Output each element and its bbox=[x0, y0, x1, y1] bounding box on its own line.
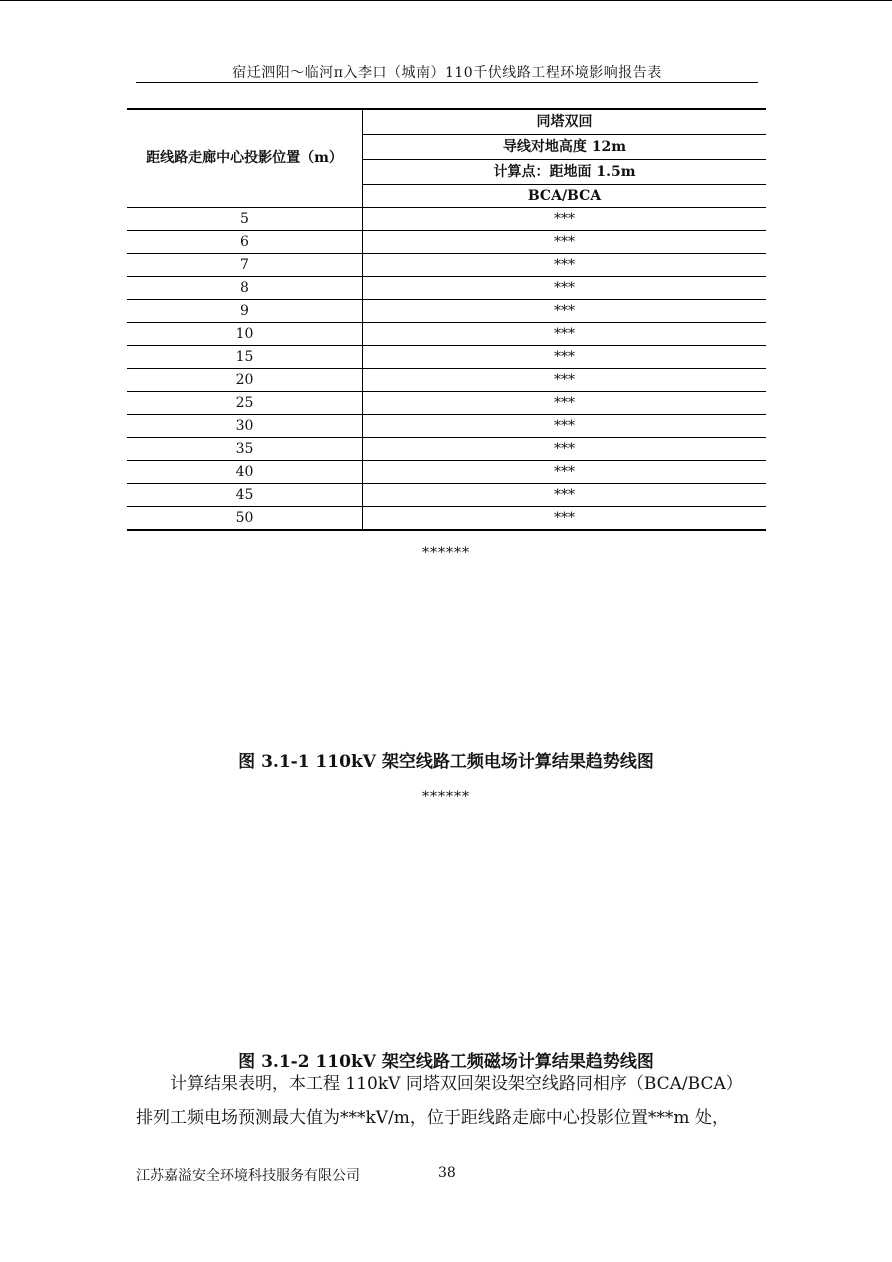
value-cell: *** bbox=[363, 392, 767, 415]
distance-cell: 6 bbox=[127, 231, 363, 254]
figure-placeholder-1: ****** bbox=[422, 545, 470, 561]
value-cell: *** bbox=[363, 461, 767, 484]
table-row bbox=[127, 300, 766, 323]
value-cell: *** bbox=[363, 231, 767, 254]
table-row bbox=[127, 208, 766, 231]
table-row bbox=[127, 277, 766, 300]
table-row bbox=[127, 254, 766, 277]
value-cell: *** bbox=[363, 484, 767, 507]
figure-placeholder-2: ****** bbox=[422, 789, 470, 805]
table-row bbox=[127, 461, 766, 484]
table-row bbox=[127, 507, 766, 531]
table-row bbox=[127, 392, 766, 415]
col-header-phase: BCA/BCA bbox=[363, 185, 767, 208]
value-cell: *** bbox=[363, 300, 767, 323]
value-cell: *** bbox=[363, 208, 767, 231]
row-header-label: 距线路走廊中心投影位置（m） bbox=[127, 109, 363, 208]
figure-caption-1: 图 3.1-1 110kV 架空线路工频电场计算结果趋势线图 bbox=[238, 752, 654, 772]
distance-cell: 35 bbox=[127, 438, 363, 461]
results-table bbox=[127, 108, 766, 531]
table-row bbox=[127, 438, 766, 461]
distance-cell: 20 bbox=[127, 369, 363, 392]
value-cell: *** bbox=[363, 346, 767, 369]
table-row bbox=[127, 369, 766, 392]
body-paragraph-line-2: 排列工频电场预测最大值为***kV/m，位于距线路走廊中心投影位置***m 处， bbox=[136, 1108, 729, 1128]
distance-cell: 50 bbox=[127, 507, 363, 531]
header-rule bbox=[136, 82, 758, 83]
value-cell: *** bbox=[363, 323, 767, 346]
value-cell: *** bbox=[363, 369, 767, 392]
value-cell: *** bbox=[363, 415, 767, 438]
distance-cell: 45 bbox=[127, 484, 363, 507]
table-row bbox=[127, 415, 766, 438]
distance-cell: 5 bbox=[127, 208, 363, 231]
value-cell: *** bbox=[363, 277, 767, 300]
distance-cell: 8 bbox=[127, 277, 363, 300]
table-row bbox=[127, 323, 766, 346]
distance-cell: 9 bbox=[127, 300, 363, 323]
value-cell: *** bbox=[363, 507, 767, 531]
distance-cell: 30 bbox=[127, 415, 363, 438]
table-header-row bbox=[127, 109, 766, 135]
distance-cell: 40 bbox=[127, 461, 363, 484]
col-header-tower: 同塔双回 bbox=[363, 109, 767, 135]
page-header-title: 宿迁泗阳～临河π入李口（城南）110千伏线路工程环境影响报告表 bbox=[232, 65, 662, 81]
value-cell: *** bbox=[363, 438, 767, 461]
distance-cell: 15 bbox=[127, 346, 363, 369]
top-border bbox=[0, 0, 892, 1]
table-row bbox=[127, 231, 766, 254]
page-number: 38 bbox=[438, 1165, 456, 1181]
distance-cell: 7 bbox=[127, 254, 363, 277]
table-row bbox=[127, 346, 766, 369]
body-paragraph-line-1: 计算结果表明，本工程 110kV 同塔双回架设架空线路同相序（BCA/BCA） bbox=[170, 1074, 743, 1094]
distance-cell: 25 bbox=[127, 392, 363, 415]
value-cell: *** bbox=[363, 254, 767, 277]
figure-caption-2: 图 3.1-2 110kV 架空线路工频磁场计算结果趋势线图 bbox=[238, 1052, 654, 1072]
distance-cell: 10 bbox=[127, 323, 363, 346]
col-header-height: 导线对地高度 12m bbox=[363, 135, 767, 160]
table-row bbox=[127, 484, 766, 507]
footer-company: 江苏嘉溢安全环境科技服务有限公司 bbox=[136, 1168, 360, 1184]
col-header-calc-point: 计算点：距地面 1.5m bbox=[363, 160, 767, 185]
